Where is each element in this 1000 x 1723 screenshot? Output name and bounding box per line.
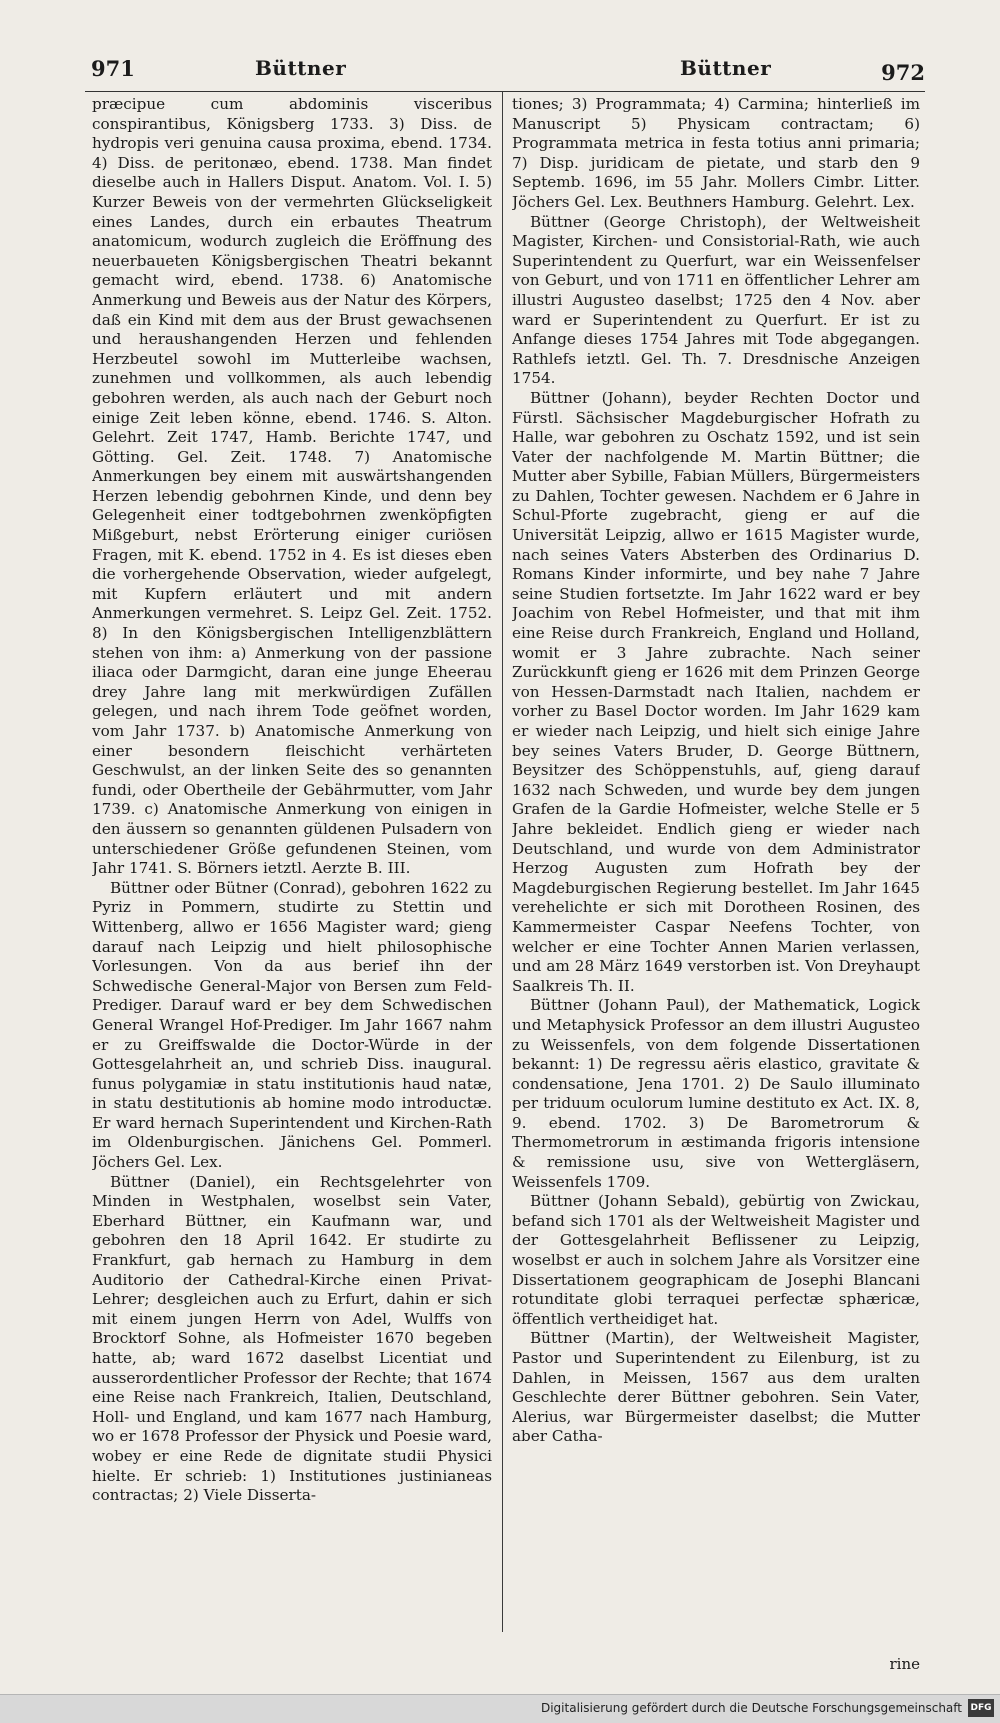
dfg-logo-icon: DFG bbox=[968, 1699, 994, 1717]
entry-paragraph: Büttner (George Christoph), der Weltweisheit Magister, Kirchen- und Consistorial-Rath, wie auch Superintendent zu Querfurt, war ein Weissenfelser von Geburt, und von 1711 en öffentlicher Lehrer am illustri Augusteo daselbst; 1725 den 4 Nov. aber ward er Superintendent zu Querfurt. Er ist zu Anfange dieses 1754 Jahres mit Tode abgegangen. Rathlefs ietztl. Gel. Th. 7. Dresdnische Anzeigen 1754. bbox=[512, 212, 920, 388]
entry-paragraph: præcipue cum abdominis visceribus conspirantibus, Königsberg 1733. 3) Diss. de hydropis veri genuina causa proxima, ebend. 1734. 4) Diss. de peritonæo, ebend. 1738. Man findet dieselbe auch in Hallers Disput. Anatom. Vol. I. 5) Kurzer Beweis von der vermehrten Glückseligkeit eines Landes, durch ein erbautes Theatrum anatomicum, wodurch zugleich die Eröffnung des neuerbaueten Königsbergischen Theatri bekannt gemacht wird, ebend. 1738. 6) Anatomische Anmerkung und Beweis aus der Natur des Körpers, daß ein Kind mit dem aus der Brust gewachsenen und heraushangenden Herzen und fehlenden Herzbeutel sowohl im Mutterleibe wachsen, zunehmen und vollkommen, als auch lebendig gebohren werden, als auch nach der Geburt noch einige Zeit leben könne, ebend. 1746. S. Alton. Gelehrt. Zeit 1747, Hamb. Berichte 1747, und Götting. Gel. Zeit. 1748. 7) Anatomische Anmerkungen bey einem mit auswärtshangenden Herzen lebendig gebohrnen Kinde, und denn bey Gelegenheit einer todtgebohrnen zwenköpfigten Mißgeburt, nebst Erörterung einiger curiösen Fragen, mit K. ebend. 1752 in 4. Es ist dieses eben die vorhergehende Observation, wieder aufgelegt, mit Kupfern erläutert und mit andern Anmerkungen vermehret. S. Leipz Gel. Zeit. 1752. 8) In den Königsbergischen Intelligenzblättern stehen von ihm: a) Anmerkung von der passione iliaca oder Darmgicht, daran eine junge Eheerau drey Jahre lang mit merkwürdigen Zufällen gelegen, und nach ihrem Tode geöfnet worden, vom Jahr 1737. b) Anatomische Anmerkung von einer besondern fleischicht verhärteten Geschwulst, an der linken Seite des so genannten fundi, oder Obertheile der Gebährmutter, vom Jahr 1739. c) Anatomische Anmerkung von einigen in den äussern so genannten güldenen Pulsadern von unterschiedener Größe gefundenen Steinen, vom Jahr 1741. S. Börners ietztl. Aerzte B. III. bbox=[92, 95, 492, 878]
left-column bbox=[92, 95, 492, 1631]
entry-paragraph: Büttner (Johann Paul), der Mathematick, Logick und Metaphysick Professor an dem illustri Augusteo zu Weissenfels, von dem folgende Dissertationen bekannt: 1) De regressu aëris elastico, gravitate & condensatione, Jena 1701. 2) De Saulo illuminato per triduum oculorum lumine destituto ex Act. IX. 8, 9. ebend. 1702. 3) De Barometrorum & Thermometrorum in æstimanda frigoris intensione & remissione usu, sive von Wettergläsern, Weissenfels 1709. bbox=[512, 996, 920, 1191]
running-head-right: Büttner bbox=[680, 56, 772, 80]
entry-paragraph: Büttner oder Bütner (Conrad), gebohren 1622 zu Pyriz in Pommern, studirte zu Stettin und Wittenberg, allwo er 1656 Magister ward; gieng darauf nach Leipzig und hielt philosophische Vorlesungen. Von da aus berief ihn der Schwedische General-Major von Bersen zum Feld-Prediger. Darauf ward er bey dem Schwedischen General Wrangel Hof-Prediger. Im Jahr 1667 nahm er zu Greiffswalde die Doctor-Würde in der Gottesgelahrheit an, und schrieb Diss. inaugural. funus polygamiæ in statu institutionis haud natæ, in statu destitutionis ab homine modo introductæ. Er ward hernach Superintendent und Kirchen-Rath im Oldenburgischen. Jänichens Gel. Pommerl. Jöchers Gel. Lex. bbox=[92, 878, 492, 1172]
funding-credit: Digitalisierung gefördert durch die Deutsche Forschungsgemeinschaft bbox=[540, 1701, 962, 1715]
entry-paragraph: Büttner (Johann Sebald), gebürtig von Zwickau, befand sich 1701 als der Weltweisheit Magister und der Gottesgelahrheit Beflissener zu Leipzig, woselbst er auch in solchem Jahre als Vorsitzer eine Dissertationem geographicam de Josephi Blancani rotunditate globi terraquei perfectæ sphæricæ, öffentlich vertheidiget hat. bbox=[512, 1192, 920, 1328]
entry-paragraph: Büttner (Martin), der Weltweisheit Magister, Pastor und Superintendent zu Eilenburg, ist zu Dahlen, in Meissen, 1567 aus dem uralten Geschlechte derer Büttner gebohren. Sein Vater, Alerius, war Bürgermeister daselbst; die Mutter aber Catha- bbox=[512, 1329, 920, 1446]
entry-paragraph: Büttner (Johann), beyder Rechten Doctor und Fürstl. Sächsischer Magdeburgischer Hofrath zu Halle, war gebohren zu Oschatz 1592, und ist sein Vater der nachfolgende M. Martin Büttner; die Mutter aber Sybille, Fabian Müllers, Bürgermeisters zu Dahlen, Tochter gewesen. Nachdem er 6 Jahre in Schul-Pforte zugebracht, gieng er auf die Universität Leipzig, allwo er 1615 Magister wurde, nach seines Vaters Absterben des Ordinarius D. Romans Kinder informirte, und bey nahe 7 Jahre seine Studien fortsetzte. Im Jahr 1622 ward er bey Joachim von Rebel Hofmeister, und that mit ihm eine Reise durch Frankreich, England und Holland, womit er 3 Jahre zubrachte. Nach seiner Zurückkunft gieng er 1626 mit dem Prinzen George von Hessen-Darmstadt nach Italien, nachdem er vorher zu Basel Doctor worden. Im Jahr 1629 kam er wieder nach Leipzig, und hielt sich einige Jahre bey seines Vaters Bruder, D. George Büttnern, Beysitzer des Schöppenstuhls, auf, gieng darauf 1632 nach Schweden, und wurde bey dem jungen Grafen de la Gardie Hofmeister, welche Stelle er 5 Jahre bekleidet. Endlich gieng er wieder nach Deutschland, und wurde von dem Administrator Herzog Augusten zum Hofrath bey der Magdeburgischen Regierung bestellet. Im Jahr 1645 verehelichte er sich mit Dorotheen Rosinen, des Kammermeister Caspar Neefens Tochter, von welcher er eine Tochter Annen Marien verlassen, und am 28 März 1649 verstorben ist. Von Dreyhaupt Saalkreis Th. II. bbox=[512, 388, 920, 995]
page-header bbox=[85, 52, 925, 88]
page-number-left: 971 bbox=[91, 56, 135, 81]
catchword: rine bbox=[889, 1655, 920, 1673]
right-column bbox=[512, 95, 920, 1631]
footer-bar bbox=[0, 1694, 1000, 1723]
running-head-left: Büttner bbox=[255, 56, 347, 80]
entry-paragraph: tiones; 3) Programmata; 4) Carmina; hinterließ im Manuscript 5) Physicam contractam; 6) Programmata metrica in festa totius anni primaria; 7) Disp. juridicam de pietate, und starb den 9 Septemb. 1696, im 55 Jahr. Mollers Cimbr. Litter. Jöchers Gel. Lex. Beuthners Hamburg. Gelehrt. Lex. bbox=[512, 95, 920, 211]
header-rule bbox=[85, 91, 925, 92]
entry-paragraph: Büttner (Daniel), ein Rechtsgelehrter von Minden in Westphalen, woselbst sein Vater, Eberhard Büttner, ein Kaufmann war, und gebohren den 18 April 1642. Er studirte zu Frankfurt, gab hernach zu Hamburg in dem Auditorio der Cathedral-Kirche einen Privat-Lehrer; desgleichen auch zu Erfurt, dahin er sich mit einem jungen Herrn von Adel, Wulffs von Brocktorf Sohne, als Hofmeister 1670 begeben hatte, ab; ward 1672 daselbst Licentiat und ausserordentlicher Professor der Rechte; that 1674 eine Reise nach Frankreich, Italien, Deutschland, Holl- und England, und kam 1677 nach Hamburg, wo er 1678 Professor der Physick und Poesie ward, wobey er eine Rede de dignitate studii Physici hielte. Er schrieb: 1) Institutiones justinianeas contractas; 2) Viele Disserta- bbox=[92, 1172, 492, 1505]
column-divider bbox=[502, 92, 503, 1632]
page-number-right: 972 bbox=[881, 60, 925, 85]
